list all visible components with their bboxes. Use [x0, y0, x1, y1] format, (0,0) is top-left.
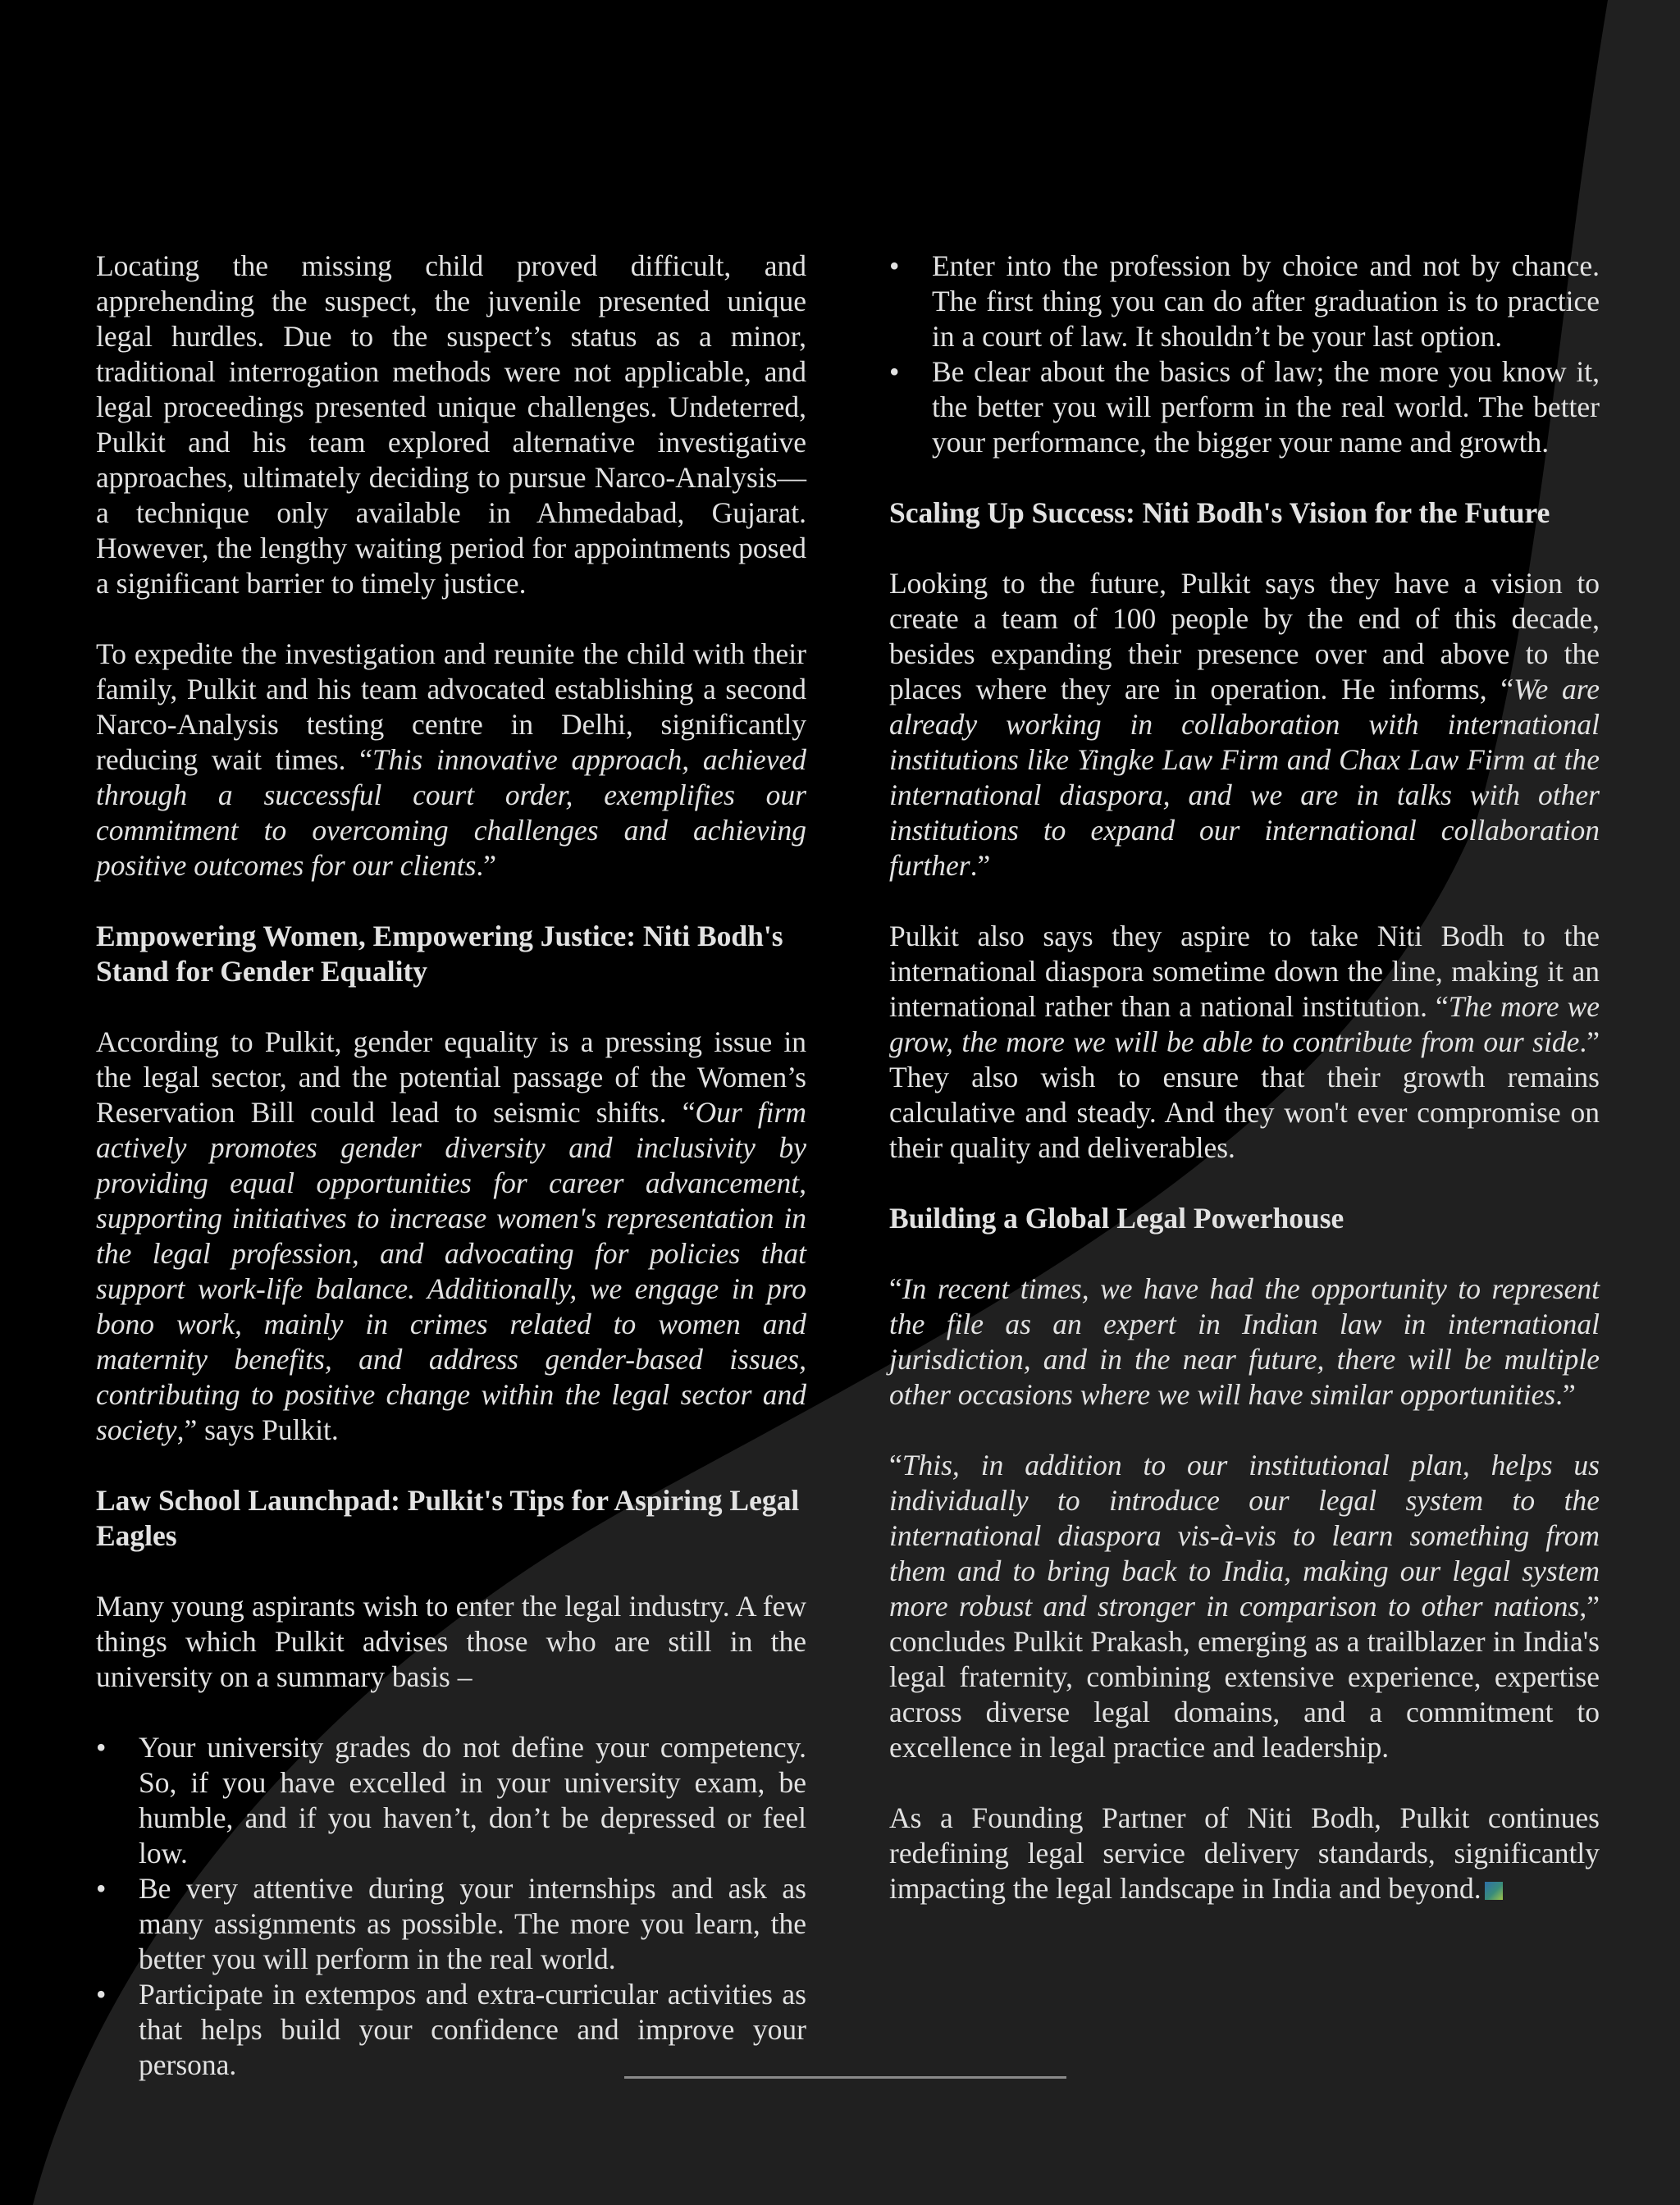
paragraph-investigation: Locating the missing child proved difficult, and apprehending the suspect, the juvenile presented unique legal hurdles. Due to the suspect’s status as a minor, traditional interrogation methods were not applicable, and legal proceedings presented unique challenges. Undeterred, Pulkit and his team explored alternative investigative approaches, ultimately deciding to pursue Narco-Analysis—a technique only available in Ahmedabad, Gujarat. However, the lengthy waiting period for appointments posed a significant barrier to timely justice.: [96, 249, 806, 600]
paragraph-text: “: [889, 1449, 902, 1481]
paragraph-international-diaspora: [889, 919, 1600, 1166]
paragraph-text: .”: [1555, 1378, 1576, 1411]
paragraph-text: Pulkit also says they aspire to take Niti Bodh to the international diaspora sometime down the line, making it an international rather than a national institution. “: [889, 920, 1600, 1023]
list-item: • Be very attentive during your internships and ask as many assignments as possible. The more you learn, the better you will perform in the real world.: [96, 1871, 806, 1977]
tips-list: [96, 1730, 806, 2083]
paragraph-text: To expedite the investigation and reunite the child with their family, Pulkit and his team advocated establishing a second Narco-Analysis testing centre in Delhi, significantly reducing wait times. “: [96, 637, 806, 776]
paragraph-text: According to Pulkit, gender equality is a pressing issue in the legal sector, and the potential passage of the Women’s Reservation Bill could lead to seismic shifts. “: [96, 1025, 806, 1129]
quote-text: Our firm actively promotes gender diversity and inclusivity by providing equal opportunities for career advancement, supporting initiatives to increase women's representation in the legal profession, and advocating for policies that support work-life balance. Additionally, we engage in pro bono work, mainly in crimes related to women and maternity benefits, and address gender-based issues, contributing to positive change within the legal sector and society: [96, 1096, 806, 1446]
paragraph-founding-partner: [889, 1801, 1600, 1906]
section-heading-future-vision: Scaling Up Success: Niti Bodh's Vision for the Future: [889, 496, 1550, 529]
list-item: • Participate in extempos and extra-curricular activities as that helps build your confidence and improve your persona.: [96, 1977, 806, 2083]
end-of-article-icon: [1485, 1882, 1503, 1900]
paragraph-international-jurisdiction: [889, 1271, 1600, 1413]
paragraph-aspirants: Many young aspirants wish to enter the legal industry. A few things which Pulkit advises those who are still in the university on a summary basis –: [96, 1590, 806, 1693]
paragraph-text: “: [889, 1272, 902, 1305]
paragraph-text: .”: [970, 849, 991, 882]
footer-divider: [624, 2076, 1066, 2079]
list-item: • Enter into the profession by choice and not by chance. The first thing you can do after graduation is to practice in a court of law. It shouldn’t be your last option.: [889, 249, 1600, 354]
quote-text: In recent times, we have had the opportunity to represent the file as an expert in Indian law in international jurisdiction, and in the near future, there will be multiple other occasions where we will have similar opportunities: [889, 1272, 1600, 1411]
section-heading-law-school-tips: Law School Launchpad: Pulkit's Tips for Aspiring Legal Eagles: [96, 1484, 800, 1552]
paragraph-text: ,” says Pulkit.: [176, 1413, 339, 1446]
tips-list-continued: [889, 249, 1600, 460]
paragraph-text: .”: [476, 849, 497, 882]
paragraph-text: As a Founding Partner of Niti Bodh, Pulkit continues redefining legal service delivery standards, significantly impacting the legal landscape in India and beyond.: [889, 1801, 1600, 1905]
section-heading-gender-equality: Empowering Women, Empowering Justice: Niti Bodh's Stand for Gender Equality: [96, 920, 783, 988]
quote-text: The more we grow, the more we will be able to contribute from our side: [889, 990, 1600, 1058]
quote-text: This innovative approach, achieved through a successful court order, exemplifies our commitment to overcoming challenges and achieving positive outcomes for our clients: [96, 743, 806, 882]
paragraph-conclusion: [889, 1448, 1600, 1765]
paragraph-text: .” They also wish to ensure that their growth remains calculative and steady. And they won't ever compromise on their quality and deliverables.: [889, 1025, 1600, 1164]
paragraph-text: Looking to the future, Pulkit says they have a vision to create a team of 100 people by the end of this decade, besides expanding their presence over and above to the places where they are in operation. He informs, “: [889, 567, 1600, 705]
paragraph-gender-equality: [96, 1025, 806, 1448]
section-heading-global-powerhouse: Building a Global Legal Powerhouse: [889, 1202, 1344, 1235]
list-item: • Your university grades do not define your competency. So, if you have excelled in your university exam, be humble, and if you haven’t, don’t be depressed or feel low.: [96, 1730, 806, 1871]
paragraph-narco-centre: [96, 637, 806, 883]
left-column: [96, 249, 806, 2118]
quote-text: This, in addition to our institutional plan, helps us individually to introduce our legal system to the international diaspora vis-à-vis to learn something from them and to bring back to India, making our legal system more robust and stronger in comparison to other nations: [889, 1449, 1600, 1623]
list-item: • Be clear about the basics of law; the more you know it, the better you will perform in the real world. The better your performance, the bigger your name and growth.: [889, 354, 1600, 460]
paragraph-future-vision: [889, 566, 1600, 883]
quote-text: We are already working in collaboration with international institutions like Yingke Law Firm and Chax Law Firm at the international diaspora, and we are in talks with other institutions to expand our international collaboration further: [889, 673, 1600, 882]
paragraph-text: ,” concludes Pulkit Prakash, emerging as a trailblazer in India's legal fraternity, combining extensive experience, expertise across diverse legal domains, and a commitment to excellence in legal practice and leadership.: [889, 1590, 1600, 1764]
right-column: [889, 249, 1600, 1906]
